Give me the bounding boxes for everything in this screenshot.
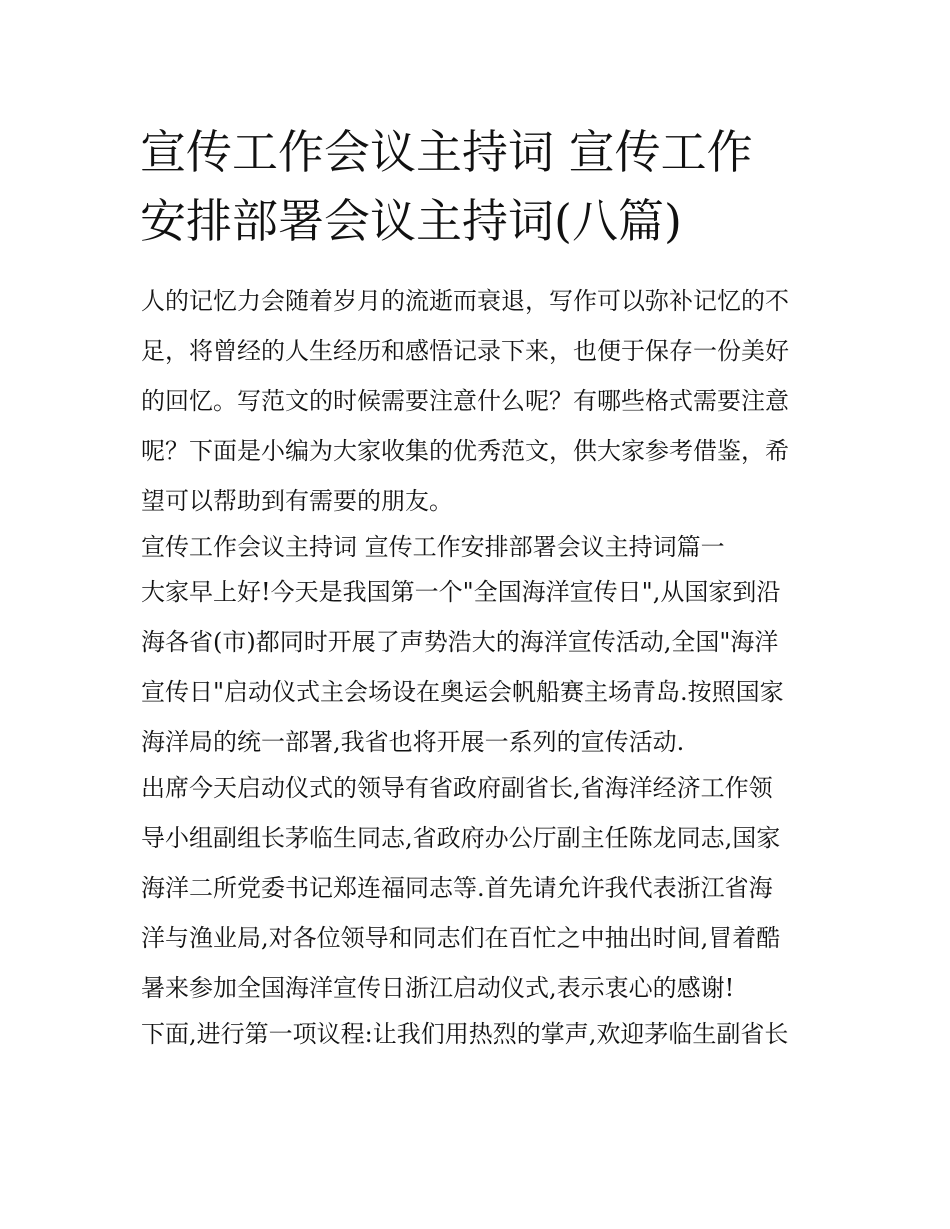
text-line: 人的记忆力会随着岁月的流逝而衰退，写作可以弥补记忆的不	[141, 287, 789, 315]
paragraph-3	[141, 1016, 831, 1066]
text-line: 大家早上好!今天是我国第一个"全国海洋宣传日",从国家到沿	[141, 578, 781, 606]
text-line: 海各省(市)都同时开展了声势浩大的海洋宣传活动,全国"海洋	[141, 628, 779, 656]
title-line-2: 安排部署会议主持词(八篇)	[140, 194, 682, 248]
title-line-1: 宣传工作会议主持词 宣传工作	[140, 125, 753, 179]
section-heading: 宣传工作会议主持词 宣传工作安排部署会议主持词篇一	[141, 533, 725, 561]
text-line: 暑来参加全国海洋宣传日浙江启动仪式,表示衷心的感谢!	[141, 974, 735, 1002]
text-line: 的回忆。写范文的时候需要注意什么呢？有哪些格式需要注意	[141, 387, 789, 415]
paragraph-2	[141, 770, 831, 1016]
text-line: 呢？下面是小编为大家收集的优秀范文，供大家参考借鉴，希	[141, 437, 789, 465]
paragraph-1	[141, 574, 831, 770]
text-line: 海洋二所党委书记郑连福同志等.首先请允许我代表浙江省海	[141, 874, 773, 902]
text-line: 导小组副组长茅临生同志,省政府办公厅副主任陈龙同志,国家	[141, 824, 781, 852]
intro-paragraph	[141, 283, 831, 529]
document-body	[141, 283, 831, 1066]
document-title	[140, 118, 820, 256]
text-line: 下面,进行第一项议程:让我们用热烈的掌声,欢迎茅临生副省长	[141, 1020, 789, 1048]
text-line: 宣传日"启动仪式主会场设在奥运会帆船赛主场青岛.按照国家	[141, 678, 784, 706]
text-line: 海洋局的统一部署,我省也将开展一系列的宣传活动.	[141, 728, 685, 756]
text-line: 足，将曾经的人生经历和感悟记录下来，也便于保存一份美好	[141, 337, 789, 365]
text-line: 望可以帮助到有需要的朋友。	[141, 487, 453, 515]
text-line: 出席今天启动仪式的领导有省政府副省长,省海洋经济工作领	[141, 774, 773, 802]
text-line: 洋与渔业局,对各位领导和同志们在百忙之中抽出时间,冒着酷	[141, 924, 781, 952]
